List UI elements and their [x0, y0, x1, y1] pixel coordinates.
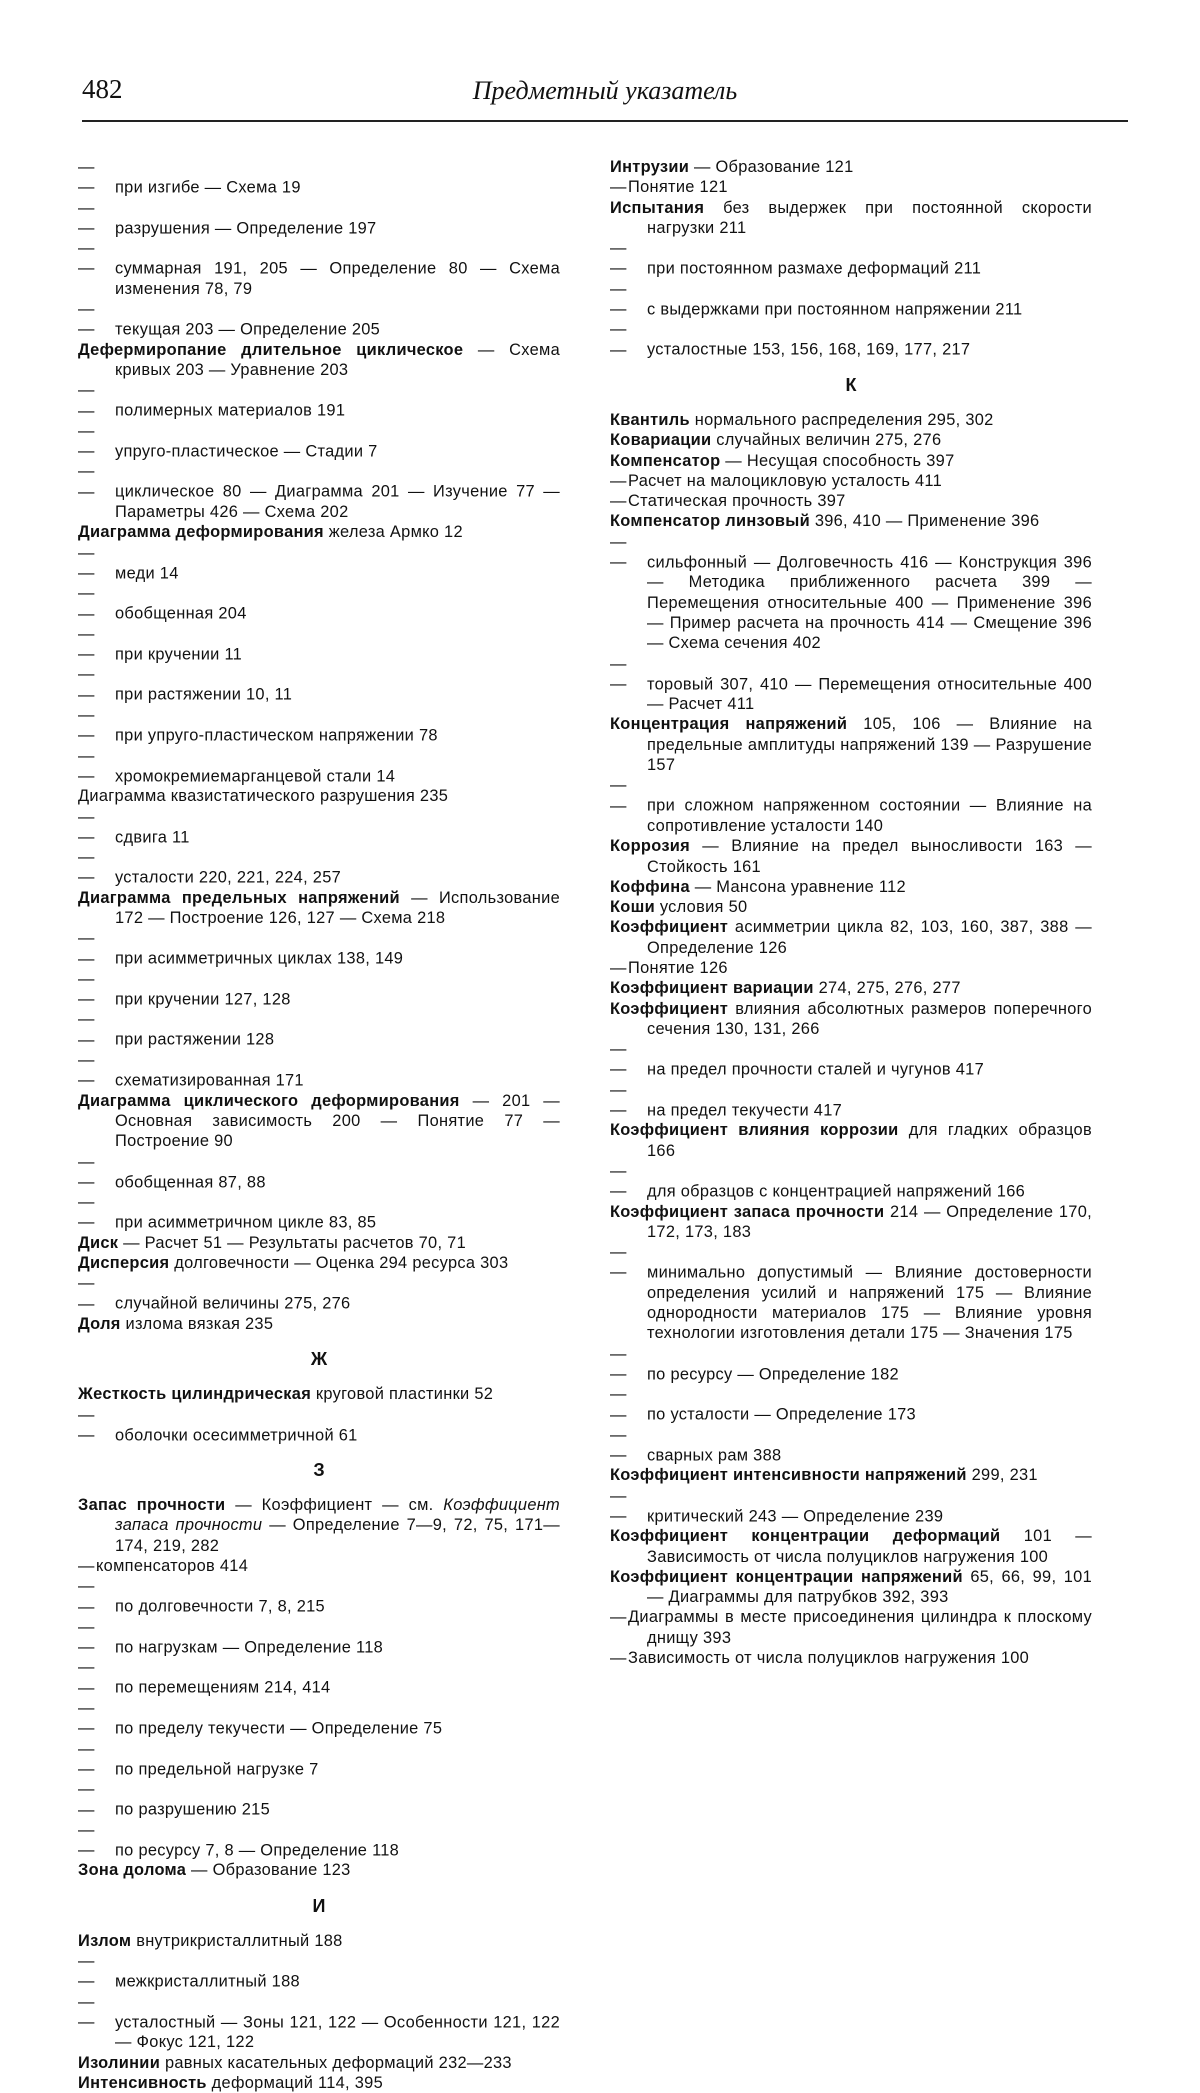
entry-text: случайной величины 275, 276	[115, 1294, 351, 1313]
entry-text: схематизированная 171	[115, 1071, 304, 1090]
index-subentry	[78, 1556, 560, 1576]
index-subentry	[610, 319, 1092, 360]
repeat-dash: — —	[78, 969, 95, 1009]
index-subentry	[78, 198, 560, 239]
index-subentry	[78, 380, 560, 421]
repeat-dash: — —	[78, 624, 95, 664]
repeat-dash: — —	[78, 584, 95, 623]
entry-text: хромокремиемарганцевой стали 14	[115, 766, 396, 785]
entry-text: Диаграмма квазистатического разрушения 235	[78, 787, 449, 806]
index-entry	[610, 836, 1092, 877]
repeat-dash: — —	[610, 239, 627, 278]
index-subentry	[78, 1617, 560, 1658]
entry-text: сильфонный — Долговечность 416 — Конструкция 396 — Методика приближенного расчета 399 — Перемещения относительные 400 — Применение 396 — Пример расчета на прочность 414 — Смещение 396 — Схема сечения 402	[647, 553, 1092, 653]
entry-heading: Диаграмма предельных напряжений	[78, 888, 400, 907]
repeat-dash: —	[610, 958, 627, 977]
entry-text: циклическое 80 — Диаграмма 201 — Изучение 77 — Параметры 426 — Схема 202	[115, 482, 560, 522]
repeat-dash: — —	[610, 1425, 627, 1465]
repeat-dash: — —	[610, 1486, 627, 1525]
entry-text: при кручении 11	[115, 645, 243, 664]
index-entry	[610, 157, 1092, 177]
repeat-dash: — —	[610, 1040, 627, 1079]
index-subentry	[78, 1576, 560, 1617]
entry-text: долговечности — Оценка 294 ресурса 303	[174, 1254, 509, 1273]
entry-text: — Образование 123	[191, 1861, 351, 1880]
repeat-dash: — —	[610, 320, 627, 359]
entry-text: 105, 106 — Влияние на предельные амплитуды напряжений 139 — Разрушение 157	[647, 715, 1092, 775]
index-entry	[610, 978, 1092, 998]
index-subentry	[78, 969, 560, 1010]
index-entry	[610, 1465, 1092, 1485]
entry-text: Понятие 121	[628, 178, 728, 197]
entry-heading: Коэффициент концентрации напряжений	[610, 1567, 963, 1586]
index-subentry	[610, 654, 1092, 715]
index-subentry	[78, 238, 560, 299]
entry-text: Расчет на малоцикловую усталость 411	[628, 471, 943, 490]
repeat-dash: — —	[78, 1274, 95, 1313]
entry-text: для гладких образцов 166	[647, 1121, 1092, 1160]
entry-text: текущая 203 — Определение 205	[115, 320, 381, 339]
index-subentry	[78, 299, 560, 340]
repeat-dash: — —	[78, 1193, 95, 1232]
entry-text: — Схема кривых 203 — Уравнение 203	[115, 340, 560, 379]
entry-heading: Концентрация напряжений	[610, 715, 848, 734]
left-column	[78, 157, 560, 2093]
entry-text: — Влияние на предел выносливости 163 — Стойкость 161	[647, 837, 1092, 876]
index-subentry	[78, 1698, 560, 1739]
entry-text: 214 — Определение 170, 172, 173, 183	[647, 1202, 1092, 1241]
entry-text: 65, 66, 99, 101 — Диаграммы для патрубков 392, 393	[647, 1567, 1093, 1607]
repeat-dash: — —	[78, 1617, 95, 1657]
entry-text: при асимметричных циклах 138, 149	[115, 949, 404, 968]
repeat-dash: —	[610, 178, 627, 197]
entry-heading: Коэффициент интенсивности напряжений	[610, 1466, 967, 1485]
entry-text: при кручении 127, 128	[115, 990, 291, 1009]
index-subentry	[78, 1820, 560, 1861]
entry-text: по усталости — Определение 173	[647, 1405, 916, 1424]
repeat-dash: — —	[610, 1080, 627, 1120]
section-letter: К	[845, 374, 857, 395]
entry-text: нормального распределения 295, 302	[694, 410, 994, 429]
repeat-dash: — —	[610, 1161, 627, 1201]
index-subentry	[78, 1152, 560, 1193]
entry-text: усталости 220, 221, 224, 257	[115, 868, 342, 887]
entry-text: межкристаллитный 188	[115, 1972, 300, 1991]
entry-heading: Жесткость цилиндрическая	[78, 1385, 312, 1404]
index-subentry	[610, 279, 1092, 320]
repeat-dash: — —	[78, 746, 95, 785]
repeat-dash: — —	[78, 1699, 95, 1738]
index-entry	[610, 430, 1092, 450]
index-entry	[78, 888, 560, 929]
entry-text: полимерных материалов 191	[115, 401, 346, 420]
page-header	[82, 68, 1128, 122]
repeat-dash: — —	[78, 462, 95, 501]
entry-heading: Диаграмма циклического деформирования	[78, 1091, 460, 1110]
entry-heading: Зона долома	[78, 1861, 187, 1880]
entry-text: — 201 — Основная зависимость 200 — Понятие 77 — Построение 90	[115, 1091, 561, 1151]
repeat-dash: — —	[610, 654, 627, 693]
entry-text: условия 50	[659, 898, 748, 917]
index-subentry	[78, 1739, 560, 1780]
entry-heading: Ковариации	[610, 431, 712, 450]
entry-text: усталостные 153, 156, 168, 169, 177, 217	[647, 340, 971, 359]
index-subentry	[610, 471, 1092, 491]
index-subentry	[610, 1486, 1092, 1527]
index-entry	[78, 786, 560, 806]
entry-text: по долговечности 7, 8, 215	[115, 1597, 325, 1616]
entry-text: деформаций 114, 395	[211, 2073, 383, 2092]
index-entry	[610, 410, 1092, 430]
repeat-dash: — —	[78, 706, 95, 745]
entry-text: при растяжении 128	[115, 1030, 275, 1049]
repeat-dash: — —	[78, 1739, 95, 1778]
entry-text: на предел прочности сталей и чугунов 417	[647, 1060, 985, 1079]
section-letter: И	[312, 1895, 326, 1916]
repeat-dash: — —	[78, 1051, 95, 1090]
entry-text: сдвига 11	[115, 827, 190, 846]
entry-heading: Изолинии	[78, 2053, 161, 2072]
entry-text: упруго-пластическое — Стадии 7	[115, 442, 378, 461]
entry-text: Диаграммы в месте присоединения цилиндра к плоскому днищу 393	[628, 1608, 1092, 1647]
section-letter: Ж	[310, 1349, 328, 1370]
entry-text: Зависимость от числа полуциклов нагружения 100	[628, 1649, 1030, 1668]
entry-text: — Использование 172 — Построение 126, 127 — Схема 218	[115, 888, 560, 927]
entry-text: железа Армко 12	[328, 523, 463, 542]
entry-text: суммарная 191, 205 — Определение 80 — Схема изменения 78, 79	[115, 259, 560, 298]
index-entry	[610, 198, 1092, 239]
index-entry	[78, 1091, 560, 1152]
index-entry	[610, 999, 1092, 1040]
index-subentry	[610, 1242, 1092, 1343]
entry-text: 274, 275, 276, 277	[818, 979, 961, 998]
entry-text: 101 — Зависимость от числа полуциклов нагружения 100	[647, 1527, 1093, 1566]
repeat-dash: — —	[610, 532, 627, 572]
entry-text: сварных рам 388	[647, 1446, 782, 1465]
repeat-dash: — —	[610, 1344, 627, 1383]
repeat-dash: — —	[78, 1780, 95, 1819]
index-entry	[610, 917, 1092, 958]
entry-text: по разрушению 215	[115, 1800, 271, 1819]
entry-text: обобщенная 204	[115, 604, 247, 623]
entry-text: при изгибе — Схема 19	[115, 178, 301, 197]
repeat-dash: — —	[78, 300, 95, 339]
repeat-dash: — —	[78, 1658, 95, 1697]
repeat-dash: — —	[78, 158, 95, 197]
entry-text-continued: — Определение 7—9, 72, 75, 171—174, 219, 282	[115, 1516, 560, 1555]
entry-text: — Образование 121	[693, 158, 854, 176]
entry-text: разрушения — Определение 197	[115, 218, 377, 237]
entry-heading: Коррозия	[610, 837, 691, 856]
repeat-dash: — —	[610, 1243, 627, 1282]
repeat-dash: — —	[78, 1952, 95, 1991]
index-subentry	[610, 775, 1092, 836]
index-entry	[610, 1567, 1092, 1608]
entry-text: — Мансона уравнение 112	[694, 877, 906, 896]
index-subentry	[610, 1607, 1092, 1648]
repeat-dash: — —	[78, 239, 95, 278]
entry-text: по перемещениям 214, 414	[115, 1678, 331, 1697]
entry-heading: Коши	[610, 898, 655, 917]
entry-text: 396, 410 — Применение 396	[814, 512, 1040, 531]
entry-text: асимметрии цикла 82, 103, 160, 387, 388 — Определение 126	[647, 918, 1092, 957]
index-subentry	[78, 705, 560, 746]
repeat-dash: — —	[78, 1152, 95, 1191]
index-entry	[78, 1233, 560, 1253]
entry-text: при растяжении 10, 11	[115, 685, 293, 704]
index-subentry	[610, 1080, 1092, 1121]
repeat-dash: — —	[78, 198, 95, 237]
entry-text: оболочки осесимметричной 61	[115, 1425, 358, 1444]
entry-heading: Интенсивность	[78, 2073, 207, 2092]
index-subentry	[78, 1050, 560, 1091]
entry-text: без выдержек при постоянной скорости нагрузки 211	[647, 198, 1092, 237]
repeat-dash: — —	[78, 665, 95, 704]
entry-text: круговой пластинки 52	[315, 1385, 494, 1404]
repeat-dash: — —	[78, 1010, 95, 1049]
entry-text: влияния абсолютных размеров поперечного сечения 130, 131, 266	[647, 999, 1092, 1038]
index-subentry	[78, 543, 560, 584]
repeat-dash: — —	[610, 776, 627, 815]
index-subentry	[78, 421, 560, 462]
entry-heading: Коэффициент влияния коррозии	[610, 1121, 899, 1140]
entry-text: для образцов с концентрацией напряжений 166	[647, 1182, 1026, 1201]
entry-text: по нагрузкам — Определение 118	[115, 1638, 384, 1657]
entry-text: — Несущая способность 397	[725, 451, 955, 470]
index-entry	[78, 1384, 560, 1404]
index-entry	[78, 1253, 560, 1273]
index-subentry	[78, 1992, 560, 2053]
repeat-dash: — —	[78, 848, 95, 887]
index-entry	[78, 1860, 560, 1880]
entry-heading: Доля	[78, 1314, 121, 1333]
entry-text: Статическая прочность 397	[628, 492, 846, 511]
index-entry	[78, 522, 560, 542]
entry-text: излома вязкая 235	[125, 1314, 274, 1333]
index-subentry	[610, 958, 1092, 978]
index-subentry	[610, 238, 1092, 279]
entry-text: по ресурсу — Определение 182	[647, 1364, 899, 1383]
entry-heading: Коэффициент	[610, 918, 729, 937]
entry-cross-reference: Коэффициент запаса прочности	[115, 1496, 561, 1535]
index-entry	[610, 714, 1092, 775]
entry-heading: Коэффициент запаса прочности	[610, 1202, 885, 1221]
entry-text: при упруго-пластическом напряжении 78	[115, 726, 438, 745]
index-entry	[610, 897, 1092, 917]
repeat-dash: — —	[78, 1405, 95, 1444]
index-entry	[610, 451, 1092, 471]
entry-heading: Коэффициент	[610, 999, 729, 1018]
entry-text: на предел текучести 417	[647, 1101, 843, 1120]
entry-heading: Коэффициент концентрации деформаций	[610, 1527, 1001, 1546]
index-entry	[610, 877, 1092, 897]
index-subentry	[78, 1951, 560, 1992]
index-entry	[610, 1202, 1092, 1243]
repeat-dash: — —	[78, 543, 95, 582]
running-title: Предметный указатель	[472, 76, 738, 105]
repeat-dash: — —	[78, 421, 95, 461]
entry-text: меди 14	[115, 563, 179, 582]
index-subentry	[78, 461, 560, 522]
section-letter: З	[313, 1460, 325, 1481]
index-entry	[78, 2073, 560, 2093]
entry-text: усталостный — Зоны 121, 122 — Особенности 121, 122 — Фокус 121, 122	[115, 2012, 560, 2052]
entry-text: 299, 231	[971, 1466, 1038, 1485]
repeat-dash: —	[78, 1557, 95, 1575]
index-subentry	[78, 1779, 560, 1820]
entry-text: при сложном напряженном состоянии — Влияние на сопротивление усталости 140	[647, 796, 1092, 835]
entry-heading: Коэффициент вариации	[610, 979, 814, 998]
index-subentry	[610, 1648, 1092, 1668]
entry-heading: Компенсатор	[610, 451, 721, 470]
repeat-dash: — —	[610, 279, 627, 319]
entry-heading: Диск	[78, 1233, 119, 1252]
index-entry	[78, 1314, 560, 1334]
entry-text: — Расчет 51 — Результаты расчетов 70, 71	[123, 1233, 466, 1252]
index-entry	[610, 1526, 1092, 1567]
page-number: 482	[82, 74, 123, 104]
entry-heading: Дисперсия	[78, 1254, 170, 1273]
index-subentry	[78, 928, 560, 969]
repeat-dash: —	[610, 492, 627, 511]
index-entry	[610, 1120, 1092, 1161]
index-subentry	[78, 1192, 560, 1233]
entry-text: по ресурсу 7, 8 — Определение 118	[115, 1841, 400, 1860]
entry-text: торовый 307, 410 — Перемещения относительные 400 — Расчет 411	[647, 674, 1092, 714]
index-subentry	[610, 1039, 1092, 1080]
index-subentry	[610, 1425, 1092, 1466]
repeat-dash: —	[610, 1608, 627, 1627]
index-subentry	[78, 624, 560, 665]
entry-text: равных касательных деформаций 232—233	[164, 2053, 512, 2072]
entry-heading: Дефермиропание длительное циклическое	[78, 340, 464, 359]
index-subentry	[78, 807, 560, 848]
index-subentry	[78, 1009, 560, 1050]
index-subentry	[78, 1405, 560, 1446]
entry-text: критический 243 — Определение 239	[647, 1507, 944, 1525]
entry-text: при асимметричном цикле 83, 85	[115, 1213, 377, 1232]
index-subentry	[610, 1344, 1092, 1385]
index-subentry	[78, 847, 560, 888]
repeat-dash: — —	[78, 1820, 95, 1860]
entry-text: Понятие 126	[628, 958, 728, 977]
index-subentry	[78, 746, 560, 787]
index-entry	[610, 511, 1092, 531]
entry-text: компенсаторов 414	[96, 1557, 249, 1575]
index-entry	[78, 2053, 560, 2073]
index-subentry	[610, 491, 1092, 511]
index-entry	[78, 1495, 560, 1556]
index-entry	[78, 340, 560, 381]
entry-text: минимально допустимый — Влияние достоверности определения усилий и напряжений 175 — Влияние однородности материалов 175 — Влияние уровня технологии изготовления детали 175 — Значения 175	[647, 1263, 1092, 1343]
entry-text: по предельной нагрузке 7	[115, 1759, 319, 1778]
entry-text: с выдержками при постоянном напряжении 211	[647, 300, 1023, 319]
entry-text: случайных величин 275, 276	[716, 431, 942, 450]
entry-heading: Испытания	[610, 198, 705, 217]
repeat-dash: — —	[78, 929, 95, 968]
index-subentry	[610, 532, 1092, 654]
entry-heading: Компенсатор линзовый	[610, 512, 810, 531]
index-subentry	[78, 1273, 560, 1314]
entry-text: при постоянном размахе деформаций 211	[647, 259, 982, 278]
repeat-dash: —	[610, 471, 627, 490]
entry-heading: Коффина	[610, 877, 690, 896]
index-subentry	[78, 583, 560, 624]
index-subentry	[610, 1384, 1092, 1425]
index-entry	[78, 1931, 560, 1951]
index-subentry	[610, 1161, 1092, 1202]
index-subentry	[78, 1657, 560, 1698]
entry-heading: Диаграмма деформирования	[78, 523, 324, 542]
repeat-dash: — —	[78, 381, 95, 420]
repeat-dash: — —	[610, 1385, 627, 1424]
repeat-dash: — —	[78, 1992, 95, 2031]
index-subentry	[610, 177, 1092, 197]
entry-text: по пределу текучести — Определение 75	[115, 1719, 443, 1738]
entry-text: обобщенная 87, 88	[115, 1172, 266, 1191]
entry-heading: Запас прочности	[78, 1496, 226, 1515]
repeat-dash: — —	[78, 1577, 95, 1616]
index-subentry	[78, 664, 560, 705]
entry-text: — Коэффициент — см.	[235, 1496, 444, 1515]
right-column	[610, 157, 1092, 1668]
entry-heading: Интрузии	[610, 158, 690, 176]
entry-text: внутрикристаллитный 188	[136, 1931, 343, 1950]
index-subentry	[78, 157, 560, 198]
repeat-dash: —	[610, 1649, 627, 1668]
entry-heading: Излом	[78, 1931, 132, 1950]
repeat-dash: — —	[78, 807, 95, 846]
entry-heading: Квантиль	[610, 410, 690, 429]
